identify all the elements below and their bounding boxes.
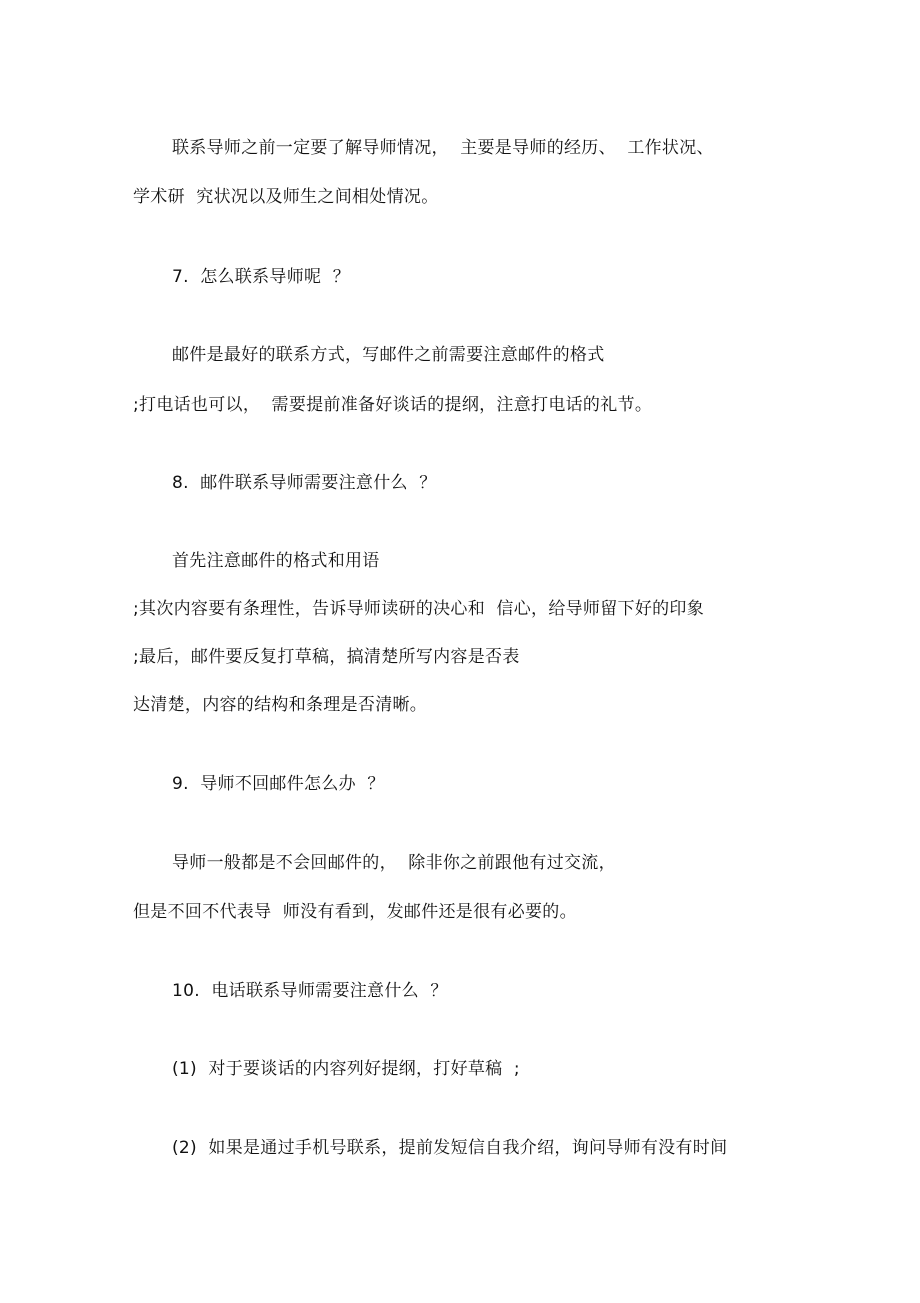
paragraph-line: ;打电话也可以， 需要提前准备好谈话的提纲，注意打电话的礼节。 [133,395,653,415]
question-heading: 8. 邮件联系导师需要注意什么 ？ [172,473,437,493]
paragraph-line: 联系导师之前一定要了解导师情况， 主要是导师的经历、 工作状况、 [172,138,714,158]
paragraph-line: 但是不回不代表导 师没有看到，发邮件还是很有必要的。 [133,902,577,922]
list-item: (2) 如果是通过手机号联系，提前发短信自我介绍，询问导师有没有时间 [172,1138,728,1158]
paragraph-line: 邮件是最好的联系方式，写邮件之前需要注意邮件的格式 [172,345,605,365]
paragraph-line: ;其次内容要有条理性，告诉导师读研的决心和 信心，给导师留下好的印象 [133,599,705,619]
paragraph-line: ;最后，邮件要反复打草稿，搞清楚所写内容是否表 [133,647,520,667]
paragraph-line: 达清楚，内容的结构和条理是否清晰。 [133,695,428,715]
paragraph-line: 首先注意邮件的格式和用语 [172,551,380,571]
question-heading: 10. 电话联系导师需要注意什么 ？ [172,981,448,1001]
list-item: (1) 对于要谈话的内容列好提纲，打好草稿 ; [172,1059,520,1079]
paragraph-line: 学术研 究状况以及师生之间相处情况。 [133,187,439,207]
question-heading: 7. 怎么联系导师呢 ？ [172,267,351,287]
question-heading: 9. 导师不回邮件怎么办 ？ [172,774,385,794]
paragraph-line: 导师一般都是不会回邮件的， 除非你之前跟他有过交流， [172,853,616,873]
